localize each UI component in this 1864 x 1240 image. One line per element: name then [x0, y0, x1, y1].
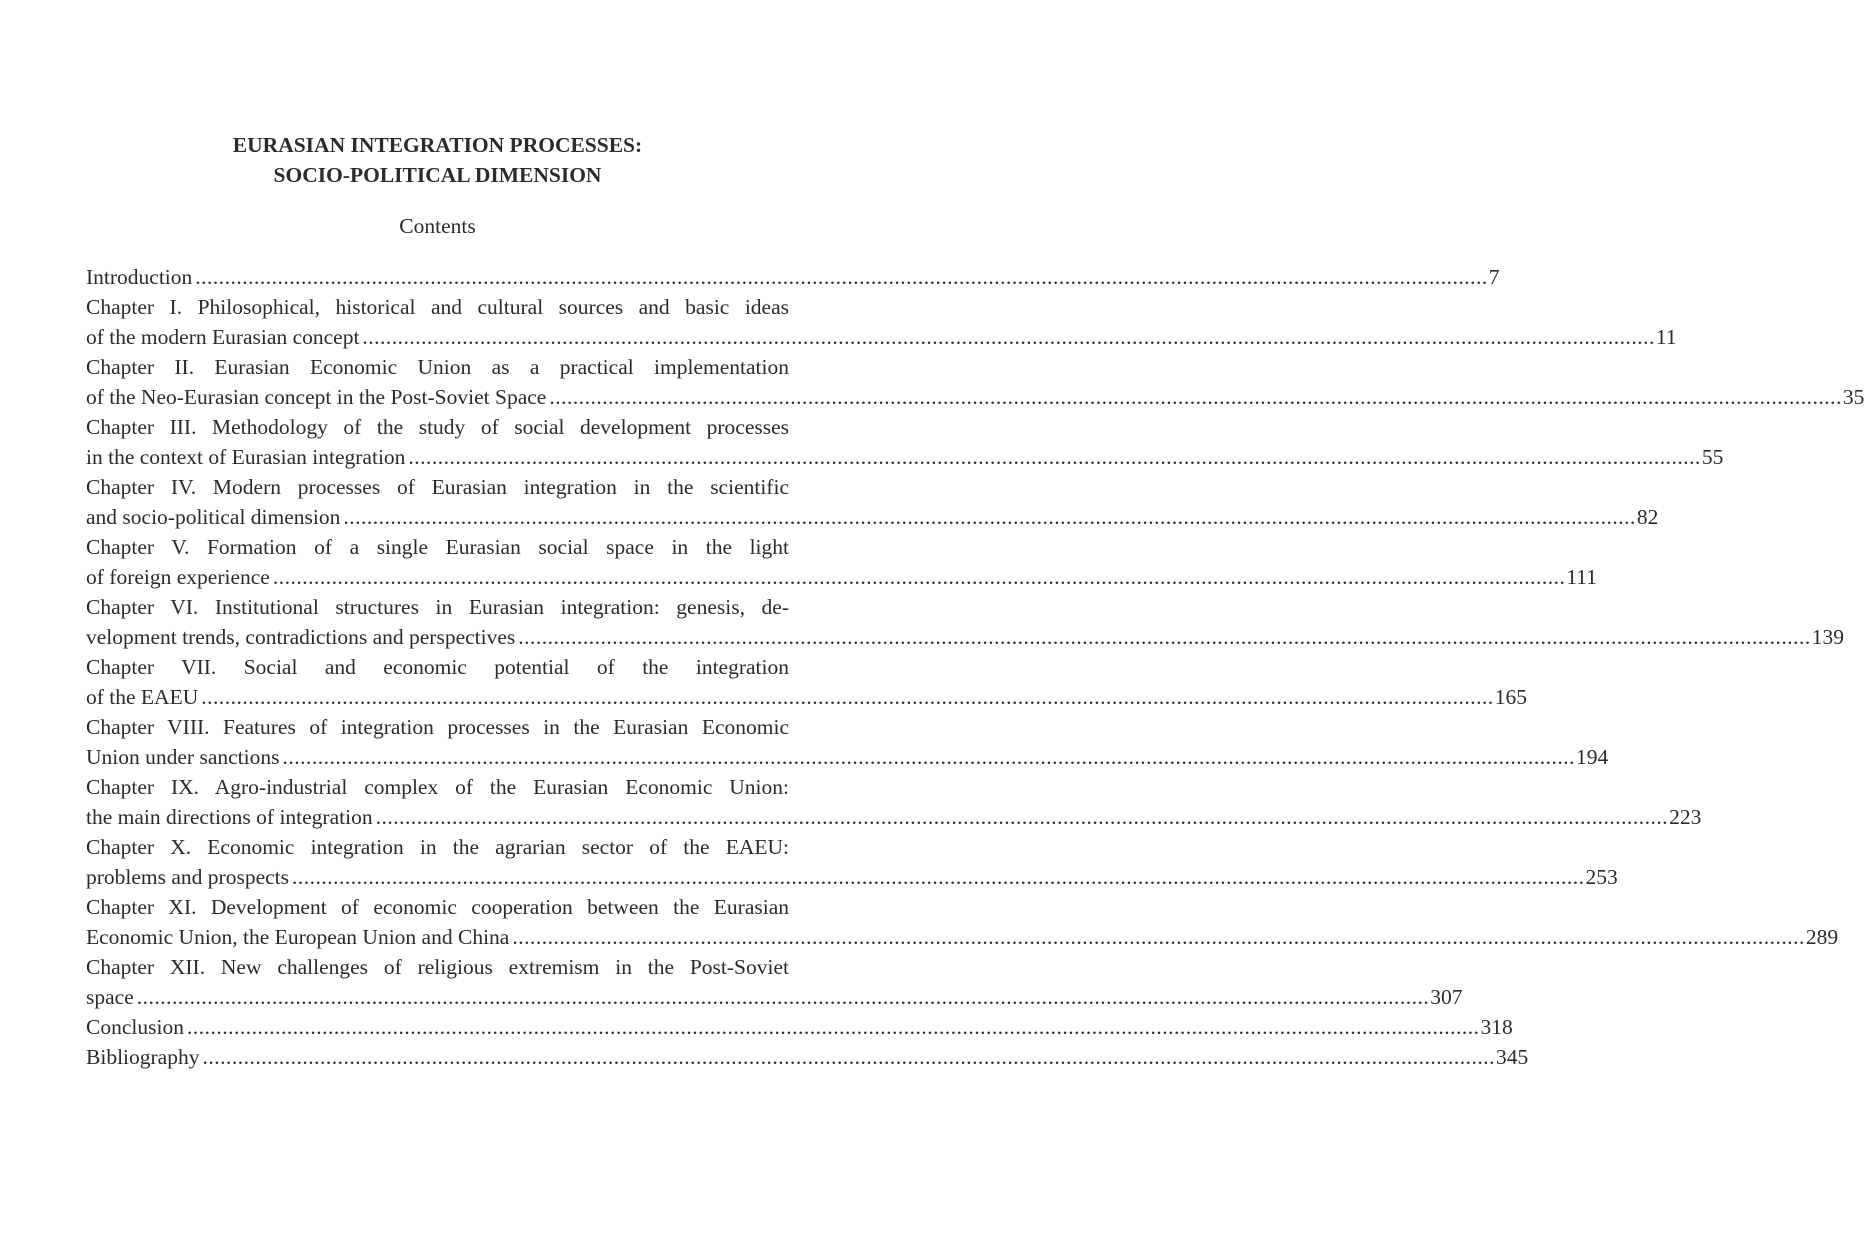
toc-entry-text: problems and prospects [86, 865, 290, 889]
toc-entry [86, 832, 1618, 892]
toc-entry [86, 262, 1500, 292]
toc-entry [86, 892, 1839, 952]
toc-entry [86, 592, 1845, 652]
toc-entry-text-line: Chapter V. Formation of a single Eurasian social space in the light [86, 535, 789, 559]
toc-entry-text-line: Chapter VII. Social and economic potential of the integration [86, 655, 789, 679]
toc-page-number: 35 [1842, 385, 1864, 409]
toc-entry-text-line: Chapter II. Eurasian Economic Union as a practical implementation [86, 355, 789, 379]
toc-page-number: 289 [1805, 925, 1839, 949]
toc-page-number: 194 [1575, 745, 1609, 769]
toc-dot-leader: ............................................................................................................................................................................................................................ [375, 805, 1669, 829]
toc-entry-final-line [86, 442, 1724, 472]
toc-entry [86, 292, 1677, 352]
toc-entry-text-line: Chapter III. Methodology of the study of social development processes [86, 415, 789, 439]
toc-entry-final-line [86, 262, 1500, 292]
toc-dot-leader: ............................................................................................................................................................................................................................ [282, 745, 1575, 769]
toc-entry-text: of foreign experience [86, 565, 270, 589]
toc-page-number: 11 [1655, 325, 1677, 349]
toc-entry-final-line [86, 802, 1702, 832]
contents-heading: Contents [399, 214, 476, 238]
toc-entry-final-line [86, 622, 1845, 652]
toc-entry-text: the main directions of integration [86, 805, 373, 829]
toc-page-number: 165 [1494, 685, 1527, 709]
toc-entry-final-line [86, 862, 1618, 892]
toc-dot-leader: ............................................................................................................................................................................................................................ [272, 565, 1566, 589]
toc-entry-text-line: Chapter IX. Agro-industrial complex of the Eurasian Economic Union: [86, 775, 789, 799]
toc-entry-text: Conclusion [86, 1015, 184, 1039]
toc-entry-text: of the EAEU [86, 685, 199, 709]
toc-page-number: 307 [1430, 985, 1463, 1009]
toc-entry-text-line: Chapter VIII. Features of integration processes in the Eurasian Economic [86, 715, 789, 739]
toc-entry [86, 532, 1597, 592]
toc-dot-leader: ............................................................................................................................................................................................................................ [512, 925, 1805, 949]
toc-dot-leader: ............................................................................................................................................................................................................................ [362, 325, 1655, 349]
toc-entry [86, 772, 1702, 832]
toc-entry-text-line: Chapter XI. Development of economic cooperation between the Eurasian [86, 895, 789, 919]
table-of-contents [86, 262, 1864, 1072]
toc-page-number: 223 [1669, 805, 1702, 829]
book-title-line-2: SOCIO-POLITICAL DIMENSION [273, 163, 602, 187]
toc-page-number: 139 [1811, 625, 1845, 649]
toc-dot-leader: ............................................................................................................................................................................................................................ [136, 985, 1430, 1009]
toc-page-number: 318 [1480, 1015, 1513, 1039]
toc-entry-text-line: Chapter I. Philosophical, historical and cultural sources and basic ideas [86, 295, 789, 319]
toc-page-number: 345 [1495, 1045, 1529, 1069]
toc-entry-text-line: Chapter VI. Institutional structures in Eurasian integration: genesis, de- [86, 595, 789, 619]
toc-entry [86, 412, 1724, 472]
toc-entry [86, 652, 1527, 712]
toc-page-number: 7 [1488, 265, 1500, 289]
toc-entry-text: Introduction [86, 265, 193, 289]
toc-page-number: 253 [1585, 865, 1618, 889]
toc-entry-text-line: Chapter IV. Modern processes of Eurasian integration in the scientific [86, 475, 789, 499]
toc-entry-text: Bibliography [86, 1045, 200, 1069]
toc-entry-text: Union under sanctions [86, 745, 280, 769]
toc-entry [86, 1012, 1513, 1042]
toc-entry-final-line [86, 562, 1597, 592]
toc-entry-final-line [86, 1012, 1513, 1042]
toc-entry-text: of the modern Eurasian concept [86, 325, 360, 349]
toc-dot-leader: ............................................................................................................................................................................................................................ [518, 625, 1811, 649]
toc-entry-final-line [86, 742, 1609, 772]
toc-entry [86, 712, 1609, 772]
toc-entry-final-line [86, 1042, 1529, 1072]
toc-entry-final-line [86, 382, 1864, 412]
toc-entry-final-line [86, 502, 1659, 532]
toc-page-number: 55 [1701, 445, 1724, 469]
toc-entry [86, 952, 1463, 1012]
toc-dot-leader: ............................................................................................................................................................................................................................ [343, 505, 1636, 529]
toc-dot-leader: ............................................................................................................................................................................................................................ [292, 865, 1585, 889]
toc-entry-text: of the Neo-Eurasian concept in the Post-Soviet Space [86, 385, 547, 409]
toc-entry-text: space [86, 985, 134, 1009]
toc-dot-leader: ............................................................................................................................................................................................................................ [186, 1015, 1480, 1039]
toc-dot-leader: ............................................................................................................................................................................................................................ [202, 1045, 1495, 1069]
toc-entry [86, 352, 1864, 412]
toc-dot-leader: ............................................................................................................................................................................................................................ [549, 385, 1842, 409]
toc-entry [86, 472, 1659, 532]
book-title-line-1: EURASIAN INTEGRATION PROCESSES: [232, 133, 643, 157]
toc-entry-text-line: Chapter XII. New challenges of religious extremism in the Post-Soviet [86, 955, 789, 979]
toc-entry-text: velopment trends, contradictions and perspectives [86, 625, 516, 649]
toc-entry-final-line [86, 922, 1839, 952]
toc-page-number: 111 [1566, 565, 1597, 589]
toc-entry-final-line [86, 982, 1463, 1012]
toc-dot-leader: ............................................................................................................................................................................................................................ [195, 265, 1488, 289]
toc-entry-text: Economic Union, the European Union and China [86, 925, 510, 949]
toc-entry-text: in the context of Eurasian integration [86, 445, 406, 469]
toc-entry-final-line [86, 682, 1527, 712]
toc-entry-final-line [86, 322, 1677, 352]
toc-page-number: 82 [1636, 505, 1659, 529]
toc-entry-text: and socio-political dimension [86, 505, 341, 529]
toc-dot-leader: ............................................................................................................................................................................................................................ [408, 445, 1701, 469]
toc-entry [86, 1042, 1529, 1072]
toc-dot-leader: ............................................................................................................................................................................................................................ [201, 685, 1494, 709]
toc-entry-text-line: Chapter X. Economic integration in the agrarian sector of the EAEU: [86, 835, 789, 859]
